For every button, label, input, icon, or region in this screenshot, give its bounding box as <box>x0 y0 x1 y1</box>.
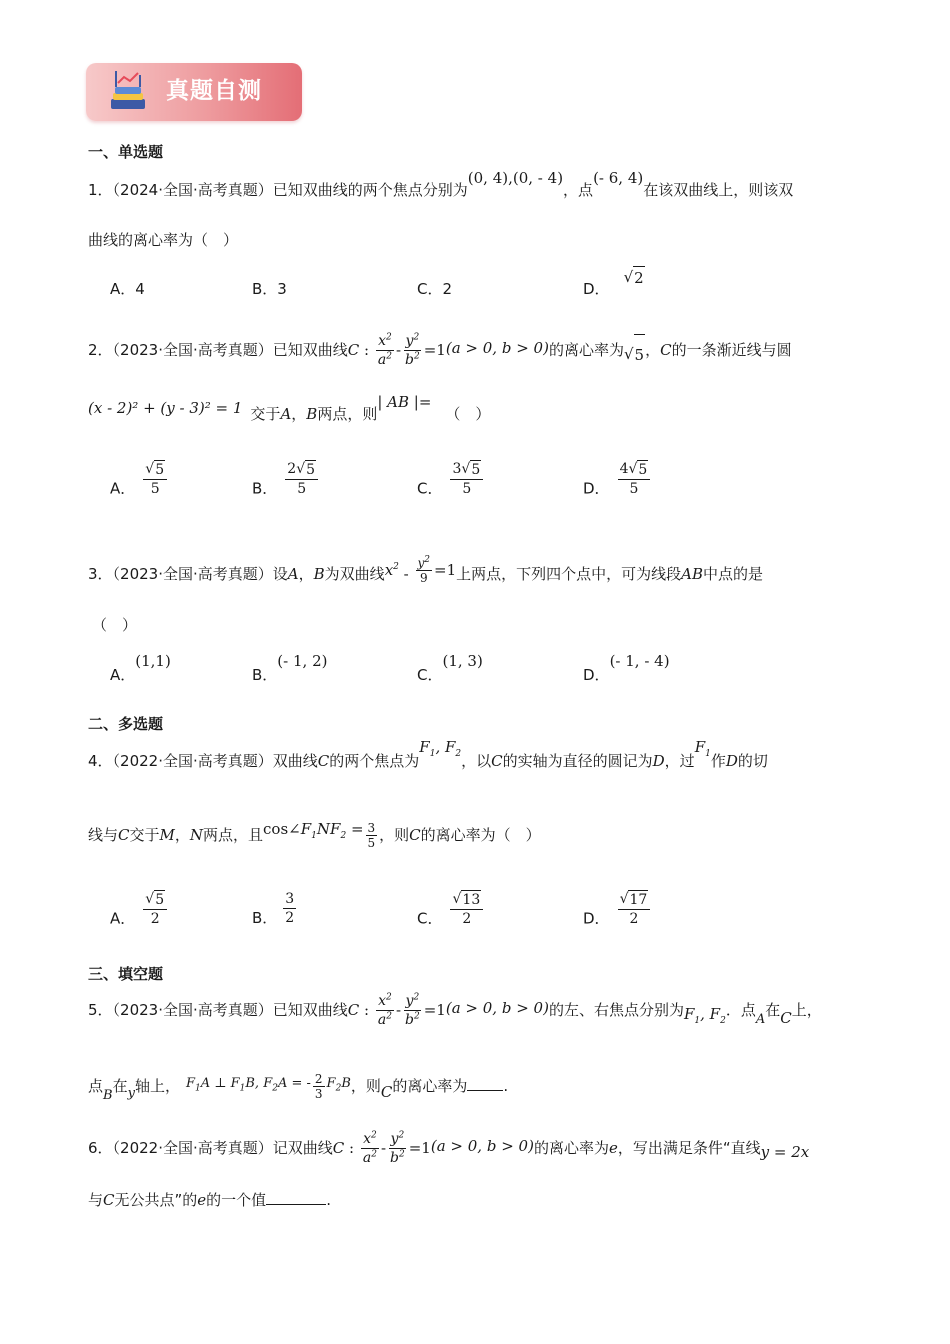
fraction-option: 2 √ 5 5 <box>285 460 318 498</box>
banner-title: 真题自测 <box>166 78 262 104</box>
question-source: （2024·全国·高考真题） <box>112 181 273 199</box>
fraction-option: √ 5 2 <box>143 890 167 928</box>
option-b[interactable]: B． 2 √ 5 5 <box>252 470 320 508</box>
option-a[interactable]: A．4 <box>110 280 145 298</box>
option-c[interactable]: C． √ 13 2 <box>417 900 485 938</box>
fraction-option: √ 17 2 <box>618 890 651 928</box>
question-2-line-2: (x - 2)² + (y - 3)² = 1 交于A，B两点，则| AB |=（ ） <box>88 393 491 423</box>
fraction-y2-b2: $\frac{y^2}{b^2}$ <box>405 332 420 368</box>
option-c[interactable]: C．2 <box>417 280 453 298</box>
point-coords: (- 6, 4) <box>593 169 644 187</box>
fraction-3-5: $\frac{3}{5}$ <box>367 821 376 850</box>
question-1-line-1 <box>88 169 794 201</box>
question-5-line-2: 点B在y轴上， $F_1A$ ⊥ $F_1B$, $F_2A$ = - $\frac{2}{3}$ $F_2B$，则C的离心率为 . <box>88 1072 509 1103</box>
fraction-option: 4 √ 5 5 <box>618 460 651 498</box>
condition: (a > 0, b > 0) <box>445 339 549 357</box>
answer-blank[interactable] <box>467 1076 503 1091</box>
option-d[interactable]: D．(- 1, - 4) <box>583 652 670 684</box>
option-a[interactable]: A． √ 5 2 <box>110 900 169 938</box>
option-c[interactable]: C． 3 √ 5 5 <box>417 470 485 508</box>
question-text: 已知双曲线的两个焦点分别为 <box>272 181 468 199</box>
question-text: 的一条渐近线与圆 <box>671 341 792 359</box>
option-b[interactable]: B．3 <box>252 280 287 298</box>
question-2-line-1: 2．（2023·全国·高考真题）已知双曲线C : $\frac{x^2}{a^2}$ - $\frac{y^2}{b^2}$ =1(a > 0, b > 0)的离心率为 √ 5 ，C的一条渐近线与圆 <box>88 330 792 371</box>
section-heading-single-choice: 一、单选题 <box>88 143 164 161</box>
books-chart-icon <box>108 69 148 113</box>
question-4-line-2: 线与C交于M，N两点，且$\cos\angle F_1NF_2$ = $\frac{3}{5}$ ，则C的离心率为（ ） <box>88 820 541 850</box>
option-d[interactable] <box>583 268 645 301</box>
condition: (a > 0, b > 0) <box>430 1137 534 1155</box>
option-b[interactable]: B． $\frac{3}{2}$ <box>252 891 295 927</box>
question-4-line-1: 4．（2022·全国·高考真题）双曲线C的两个焦点为$F_1$, $F_2$，以C的实轴为直径的圆记为D，过$F_1$作D的切 <box>88 738 768 770</box>
question-source: （2023·全国·高考真题） <box>112 1001 273 1019</box>
question-source: （2023·全国·高考真题） <box>112 341 273 359</box>
question-number: 4． <box>88 752 113 770</box>
question-text: ，点 <box>563 181 594 199</box>
answer-blank[interactable] <box>266 1190 326 1205</box>
question-5-line-1: 5．（2023·全国·高考真题）已知双曲线C : $\frac{x^2}{a^2}$ - $\frac{y^2}{b^2}$ =1(a > 0, b > 0)的左、右焦点分别为$F_1$, $F_2$．点A在C上， <box>88 992 822 1028</box>
fraction-2-3: $\frac{2}{3}$ <box>314 1072 323 1101</box>
fraction-option: √ 5 5 <box>143 460 167 498</box>
question-source: （2022·全国·高考真题） <box>112 752 273 770</box>
section-banner <box>86 63 302 121</box>
question-6-line-2: 与C无公共点”的e的一个值 . <box>88 1191 331 1209</box>
option-d[interactable]: D． 4 √ 5 5 <box>583 470 652 508</box>
fraction-option: 3 √ 5 5 <box>450 460 483 498</box>
question-number: 2． <box>88 341 113 359</box>
question-6-line-1: 6．（2022·全国·高考真题）记双曲线C : $\frac{x^2}{a^2}$ - $\frac{y^2}{b^2}$ =1(a > 0, b > 0)的离心率为e，写出满足条件“直线y = 2x <box>88 1130 810 1166</box>
question-3-line-2: （ ） <box>92 616 138 634</box>
sqrt-expression: √ 5 <box>624 334 645 375</box>
question-source: （2022·全国·高考真题） <box>112 1139 273 1157</box>
question-text: 的离心率为 <box>548 341 624 359</box>
section-heading-fill-in: 三、填空题 <box>88 965 164 983</box>
option-b[interactable]: B．(- 1, 2) <box>252 652 328 684</box>
option-c[interactable]: C．(1, 3) <box>417 652 483 684</box>
fraction-option: $\frac{3}{2}$ <box>285 891 295 926</box>
line-equation: y = 2x <box>760 1143 810 1161</box>
question-3-line-1: 3．（2023·全国·高考真题）设A，B为双曲线$x^2$ - $\frac{y^2}{9}$ =1上两点，下列四个点中，可为线段AB中点的是 <box>88 555 764 585</box>
foci-coords: (0, 4),(0, - 4) <box>467 169 564 187</box>
option-d[interactable]: D． √ 17 2 <box>583 900 652 938</box>
question-1-line-2: 曲线的离心率为（ ） <box>88 231 239 249</box>
fraction-y2-9: $\frac{y^2}{9}$ <box>417 555 431 585</box>
question-number: 6． <box>88 1139 113 1157</box>
question-number: 3． <box>88 565 113 583</box>
option-a[interactable]: A． √ 5 5 <box>110 470 169 508</box>
fraction-x2-a2: $\frac{x^2}{a^2}$ <box>377 992 392 1028</box>
fraction-y2-b2: $\frac{y^2}{b^2}$ <box>405 992 420 1028</box>
question-source: （2023·全国·高考真题） <box>112 565 273 583</box>
circle-equation: (x - 2)² + (y - 3)² = 1 <box>88 399 243 417</box>
fraction-x2-a2: $\frac{x^2}{a^2}$ <box>362 1130 377 1166</box>
fraction-x2-a2: $\frac{x^2}{a^2}$ <box>377 332 392 368</box>
fraction-option: √ 13 2 <box>450 890 483 928</box>
option-label: D． <box>583 280 610 298</box>
question-text: 在该双曲线上，则该双 <box>643 181 794 199</box>
question-number: 1． <box>88 181 113 199</box>
question-text: 已知双曲线 <box>272 341 348 359</box>
fraction-y2-b2: $\frac{y^2}{b^2}$ <box>390 1130 405 1166</box>
section-heading-multiple-choice: 二、多选题 <box>88 715 164 733</box>
condition: (a > 0, b > 0) <box>445 999 549 1017</box>
sqrt-expression: √ 2 <box>623 268 644 287</box>
question-number: 5． <box>88 1001 113 1019</box>
option-a[interactable]: A．(1,1) <box>110 652 171 684</box>
